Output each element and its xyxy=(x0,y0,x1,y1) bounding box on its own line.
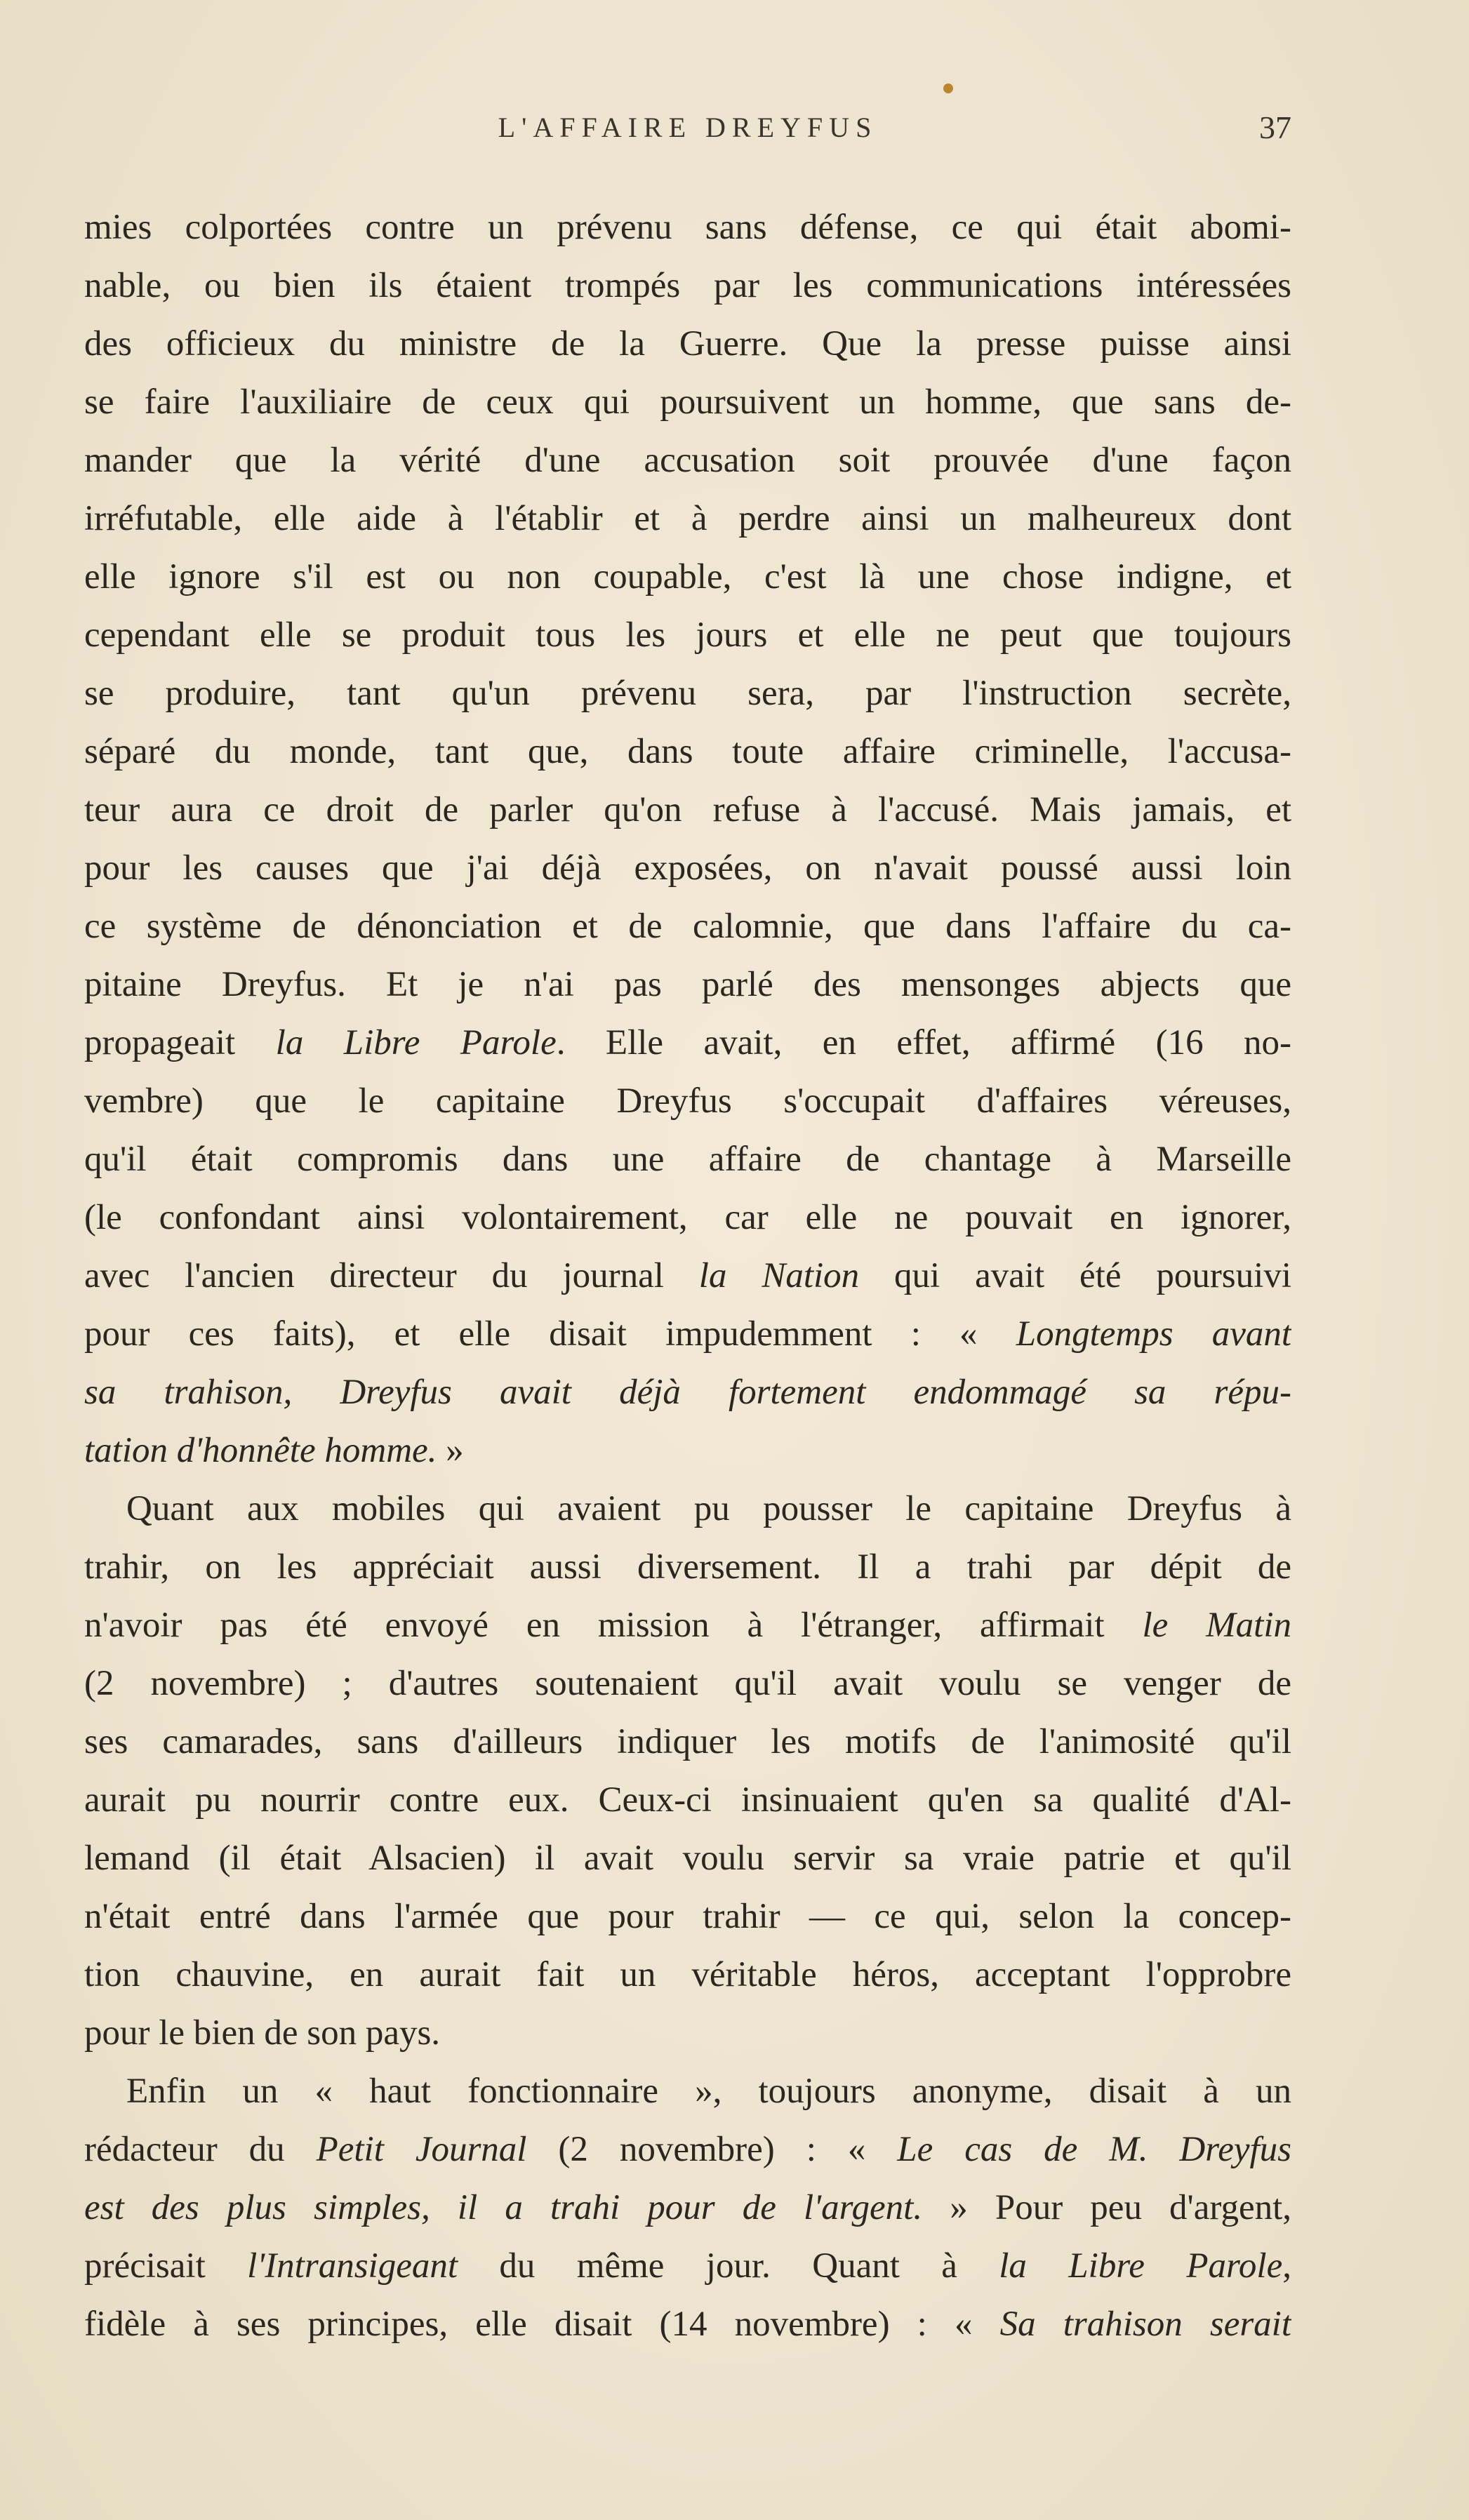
text-line xyxy=(84,606,1291,665)
text-line xyxy=(84,1596,1291,1655)
text-line xyxy=(84,2004,1291,2062)
text-segment: irréfutable, elle aide à l'établir et à perdre ainsi un malheureux dont xyxy=(84,499,1291,538)
italic-text-segment: est des plus simples, il a trahi pour de l'argent. xyxy=(84,2188,923,2227)
text-segment: mander que la vérité d'une accusation soit prouvée d'une façon xyxy=(84,441,1291,480)
text-segment: » xyxy=(437,1431,464,1470)
running-title: L'AFFAIRE DREYFUS xyxy=(498,112,878,143)
text-line xyxy=(84,1305,1291,1364)
text-line xyxy=(84,1364,1291,1422)
text-segment: elle ignore s'il est ou non coupable, c'est là une chose indigne, et xyxy=(84,557,1291,596)
text-segment: pour le bien de son pays. xyxy=(84,2013,441,2053)
text-segment: vembre) que le capitaine Dreyfus s'occupait d'affaires véreuses, xyxy=(84,1081,1291,1121)
text-segment: pour ces faits), et elle disait impudemment : « xyxy=(84,1314,1016,1354)
text-segment: pitaine Dreyfus. Et je n'ai pas parlé des mensonges abjects que xyxy=(84,965,1291,1004)
text-segment: propageait xyxy=(84,1023,276,1062)
text-segment: précisait xyxy=(84,2246,248,2286)
text-line xyxy=(84,1771,1291,1829)
italic-text-segment: sa trahison, Dreyfus avait déjà fortement endommagé sa répu- xyxy=(84,1373,1291,1412)
text-segment: aurait pu nourrir contre eux. Ceux-ci insinuaient qu'en sa qualité d'Al- xyxy=(84,1780,1291,1820)
italic-text-segment: la Nation xyxy=(698,1256,860,1295)
text-line xyxy=(84,1014,1291,1072)
italic-text-segment: la Libre Parole xyxy=(275,1023,557,1062)
text-line xyxy=(84,665,1291,723)
text-line xyxy=(84,1480,1291,1538)
text-segment: lemand (il était Alsacien) il avait voulu servir sa vraie patrie et qu'il xyxy=(84,1839,1291,1878)
text-line xyxy=(84,1888,1291,1946)
text-line xyxy=(84,1131,1291,1189)
text-segment: n'avoir pas été envoyé en mission à l'étranger, affirmait xyxy=(84,1606,1143,1645)
body-text xyxy=(84,199,1291,2354)
text-segment: se produire, tant qu'un prévenu sera, par l'instruction secrète, xyxy=(84,674,1291,713)
text-segment: (le confondant ainsi volontairement, car elle ne pouvait en ignorer, xyxy=(84,1198,1291,1237)
text-line xyxy=(84,432,1291,490)
text-line xyxy=(84,1538,1291,1596)
ink-speck-ornament xyxy=(943,84,953,93)
text-line xyxy=(84,723,1291,781)
text-line xyxy=(84,1655,1291,1713)
text-line xyxy=(84,898,1291,956)
text-segment: Quant aux mobiles qui avaient pu pousser le capitaine Dreyfus à xyxy=(126,1489,1291,1528)
text-segment: qui avait été poursuivi xyxy=(859,1256,1291,1295)
text-segment: (2 novembre) ; d'autres soutenaient qu'il avait voulu se venger de xyxy=(84,1664,1291,1703)
text-line xyxy=(84,373,1291,432)
text-line xyxy=(84,781,1291,839)
italic-text-segment: l'Intransigeant xyxy=(247,2246,458,2286)
text-line xyxy=(84,1829,1291,1888)
italic-text-segment: Sa trahison serait xyxy=(999,2305,1291,2344)
text-line xyxy=(84,1189,1291,1247)
italic-text-segment: Longtemps avant xyxy=(1016,1314,1291,1354)
text-segment: avec l'ancien directeur du journal xyxy=(84,1256,699,1295)
text-line xyxy=(84,2062,1291,2121)
text-line xyxy=(84,1247,1291,1305)
text-segment: (2 novembre) : « xyxy=(526,2130,898,2169)
text-segment: Enfin un « haut fonctionnaire », toujours anonyme, disait à un xyxy=(126,2072,1291,2111)
text-segment: ce système de dénonciation et de calomnie, que dans l'affaire du ca- xyxy=(84,907,1291,946)
text-segment: ses camarades, sans d'ailleurs indiquer les motifs de l'animosité qu'il xyxy=(84,1722,1291,1761)
text-line xyxy=(84,1072,1291,1131)
text-segment: qu'il était compromis dans une affaire de chantage à Marseille xyxy=(84,1140,1291,1179)
text-segment: mies colportées contre un prévenu sans défense, ce qui était abomi- xyxy=(84,208,1291,247)
text-line xyxy=(84,548,1291,606)
text-segment: pour les causes que j'ai déjà exposées, on n'avait poussé aussi loin xyxy=(84,848,1291,888)
italic-text-segment: la Libre Parole xyxy=(999,2246,1283,2286)
text-line xyxy=(84,956,1291,1014)
text-segment: se faire l'auxiliaire de ceux qui poursuivent un homme, que sans de- xyxy=(84,382,1291,422)
text-segment: fidèle à ses principes, elle disait (14 novembre) : « xyxy=(84,2305,1000,2344)
text-line xyxy=(84,839,1291,898)
italic-text-segment: Petit Journal xyxy=(316,2130,527,2169)
text-line xyxy=(84,315,1291,373)
text-line xyxy=(84,1713,1291,1771)
italic-text-segment: tation d'honnête homme. xyxy=(84,1431,437,1470)
text-line xyxy=(84,490,1291,548)
text-segment: teur aura ce droit de parler qu'on refuse à l'accusé. Mais jamais, et xyxy=(84,790,1291,829)
text-line xyxy=(84,1946,1291,2004)
text-segment: » Pour peu d'argent, xyxy=(922,2188,1291,2227)
italic-text-segment: Le cas de M. Dreyfus xyxy=(897,2130,1291,2169)
text-segment: cependant elle se produit tous les jours et elle ne peut que toujours xyxy=(84,615,1291,655)
text-segment: du même jour. Quant à xyxy=(458,2246,999,2286)
text-line xyxy=(84,2179,1291,2237)
text-segment: , xyxy=(1282,2246,1291,2286)
text-segment: . Elle avait, en effet, affirmé (16 no- xyxy=(556,1023,1291,1062)
text-line xyxy=(84,2121,1291,2179)
text-line xyxy=(84,2295,1291,2354)
text-segment: n'était entré dans l'armée que pour trahir — ce qui, selon la concep- xyxy=(84,1897,1291,1936)
italic-text-segment: le Matin xyxy=(1142,1606,1291,1645)
text-segment: séparé du monde, tant que, dans toute affaire criminelle, l'accusa- xyxy=(84,732,1291,771)
text-segment: tion chauvine, en aurait fait un véritable héros, acceptant l'opprobre xyxy=(84,1955,1291,1994)
text-line xyxy=(84,199,1291,257)
text-segment: trahir, on les appréciait aussi diversement. Il a trahi par dépit de xyxy=(84,1547,1291,1587)
page-number: 37 xyxy=(1259,109,1291,145)
text-line xyxy=(84,257,1291,315)
text-segment: rédacteur du xyxy=(84,2130,317,2169)
text-segment: nable, ou bien ils étaient trompés par les communications intéressées xyxy=(84,266,1291,305)
running-header xyxy=(84,107,1291,149)
text-line xyxy=(84,1422,1291,1480)
text-line xyxy=(84,2237,1291,2295)
text-segment: des officieux du ministre de la Guerre. Que la presse puisse ainsi xyxy=(84,324,1291,364)
